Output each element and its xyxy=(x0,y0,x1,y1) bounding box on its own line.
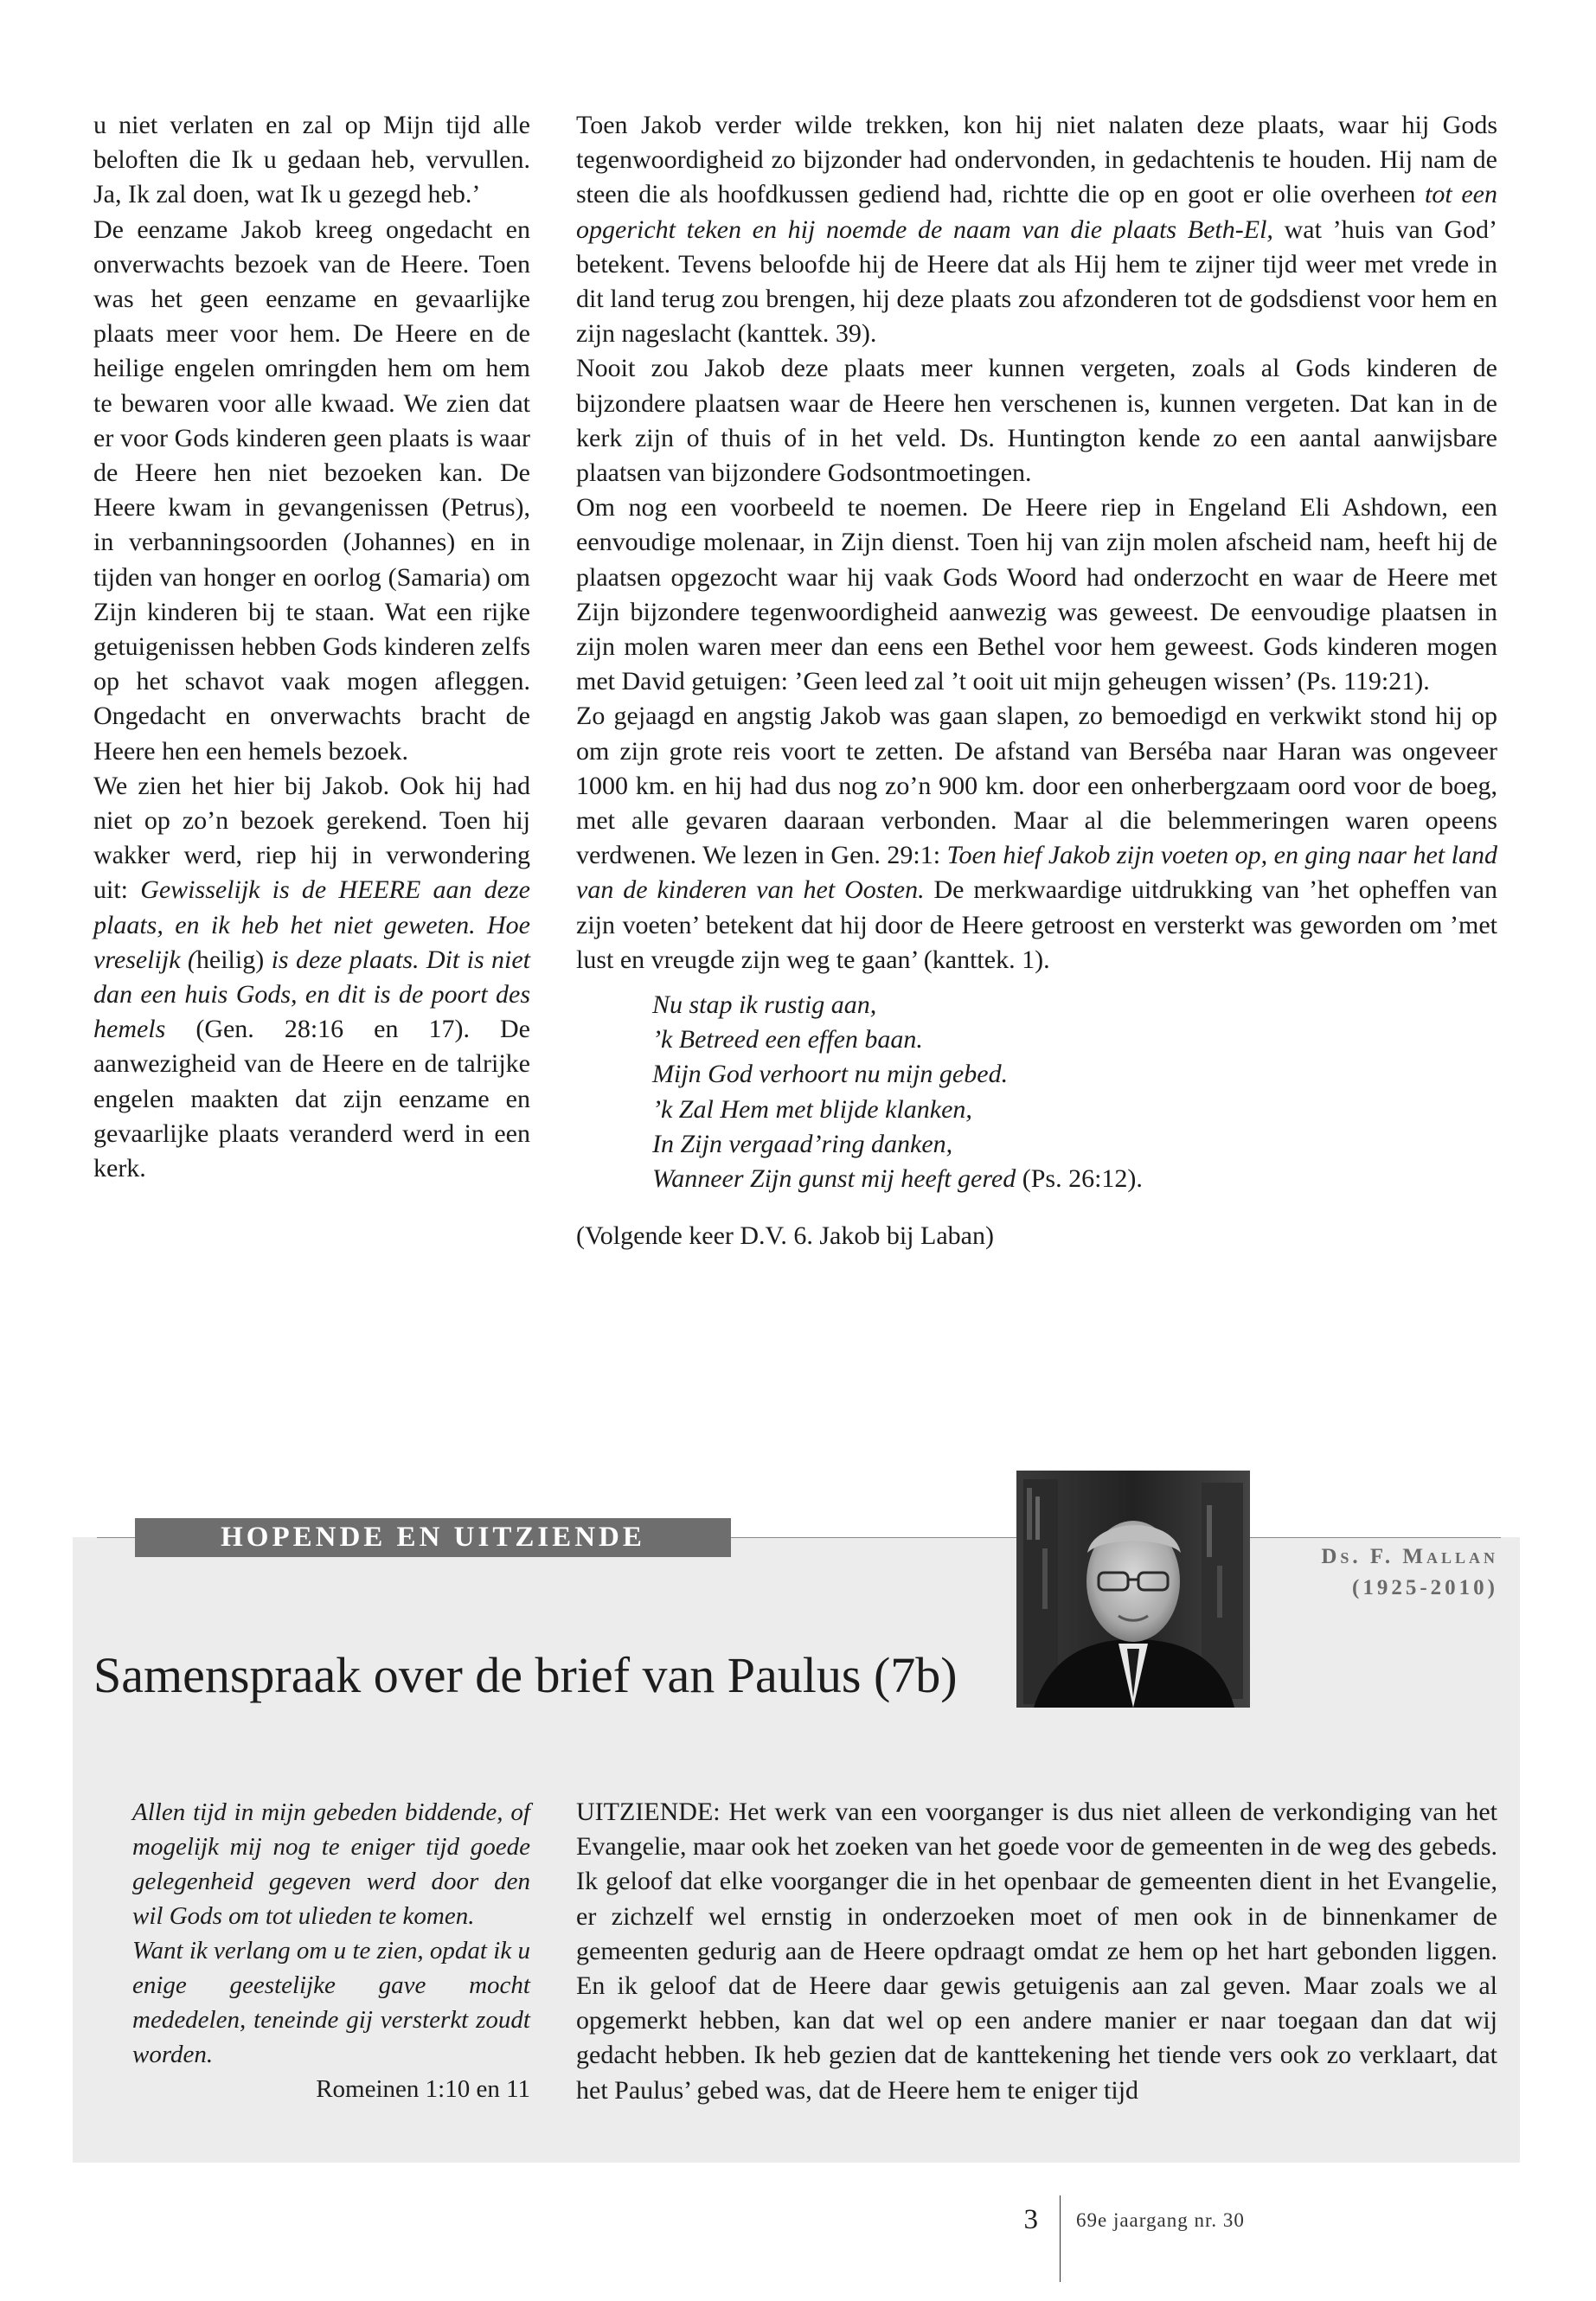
author-name xyxy=(1321,1541,1498,1604)
right-paragraph-2: Nooit zou Jakob deze plaats meer kunnen vergeten, zoals al Gods kinderen de bijzondere plaatsen waar de Heere hen verschenen is, kunnen vergeten. Dat kan in de kerk zijn of thuis of in het veld. Ds. Huntington kende zo een aantal aanwijsbare plaatsen van bijzondere Godsontmoetingen. xyxy=(576,354,1497,488)
next-time-note: (Volgende keer D.V. 6. Jakob bij Laban) xyxy=(576,1221,994,1251)
right-p1-quote: tot een opgericht teken en hij noemde de naam van die plaats Beth-El, xyxy=(576,180,1497,244)
section-rule xyxy=(97,1537,135,1538)
poem-line: Mijn God verhoort nu mijn gebed. xyxy=(652,1060,1009,1089)
left-p3-quote-2: is deze plaats. Dit is niet dan een huis Gods, en dit is de poort des hemels xyxy=(93,945,530,1044)
article-body xyxy=(576,1795,1497,2108)
poem-line: Nu stap ik rustig aan, xyxy=(652,990,877,1020)
author-portrait-image xyxy=(1016,1471,1250,1708)
right-p4-end: De merkwaardige uitdrukking van ’het opheffen van zijn voeten’ betekent dat hij door de Heere getroost en versterkt was geworden om ’met lust en vreugde zijn weg te gaan’ (kanttek. 1). xyxy=(576,875,1497,974)
author-years: (1925-2010) xyxy=(1352,1576,1498,1599)
right-paragraph-4 xyxy=(576,699,1497,977)
poem-reference: (Ps. 26:12). xyxy=(1016,1164,1143,1194)
right-p1-text: Toen Jakob verder wilde trekken, kon hij niet nalaten deze plaats, waar hij Gods tegenwoordigheid zo bijzonder had ondervonden, in gedachtenis te houden. Hij nam de steen die als hoofdkussen gediend had, richtte die op en goot er olie overheen xyxy=(576,111,1497,209)
left-p3-text: We zien het hier bij Jakob. Ook hij had niet op zo’n bezoek gerekend. Toen hij wakker werd, riep hij in verwondering uit: xyxy=(93,771,530,905)
article-paragraph: UITZIENDE: Het werk van een voorganger is dus niet alleen de verkondiging van het Evangelie, maar ook het zoeken van het goede voor de gemeenten in de weg des gebeds. Ik geloof dat elke voorganger die in het openbaar de gemeenten dient in het Evangelie, er zichzelf wel ernstig in onderzoeken moet of men ook in de binnenkamer de gemeenten gedurig aan de Heere opdraagt omdat ze hem op het hart gebonden liggen. En ik geloof dat de Heere daar gewis getuigenis aan zal geven. Maar zoals we al opgemerkt hebben, kan dat wel op een andere manier er naar toegaan dan dat wij gedacht hebben. Ik heb gezien dat de kanttekening het tiende vers ook zo verklaart, dat het Paulus’ gebed was, dat de Heere hem te eniger tijd xyxy=(576,1798,1497,2105)
poem-line: Wanneer Zijn gunst mij heeft gered xyxy=(652,1164,1016,1194)
right-paragraph-3: Om nog een voorbeeld te noemen. De Heere riep in Engeland Eli Ashdown, een eenvoudige molenaar, in Zijn dienst. Toen hij van zijn molen afscheid nam, heeft hij de plaatsen opgezocht waar hij vaak Gods Woord had onderzocht en waar de Heere met Zijn bijzondere tegenwoordigheid aanwezig was geweest. De eenvoudige plaatsen in zijn molen waren meer dan eens een Bethel voor hem geweest. Gods kinderen mogen met David getuigen: ’Geen leed zal ’t ooit uit mijn geheugen wissen’ (Ps. 119:21). xyxy=(576,493,1497,696)
poem-last-line xyxy=(652,1162,1497,1196)
right-p4-text: Zo gejaagd en angstig Jakob was gaan slapen, zo bemoedigd en verkwikt stond hij op om zijn grote reis voort te zetten. De afstand van Berséba naar Haran was ongeveer 1000 km. en hij had dus nog zo’n 900 km. door een onherbergzaam oord voor de boeg, met alle gevaren daaraan verbonden. Maar al die belemmeringen waren opeens verdwenen. We lezen in Gen. 29:1: xyxy=(576,702,1497,870)
poem xyxy=(652,988,1497,1196)
left-p3-quote-1: Gewisselijk is de HEERE aan deze plaats, en ik heb het niet geweten. Hoe vreselijk ( xyxy=(93,875,530,974)
right-paragraph-1 xyxy=(576,108,1497,351)
page-number: 3 xyxy=(1023,2204,1038,2235)
left-paragraph-2: De eenzame Jakob kreeg ongedacht en onverwachts bezoek van de Heere. Toen was het geen eenzame en gevaarlijke plaats meer voor hem. De Heere en de heilige engelen omringden hem om hem te bewaren voor alle kwaad. We zien dat er voor Gods kinderen geen plaats is waar de Heere hen niet bezoeken kan. De Heere kwam in gevangenissen (Petrus), in verbanningsoorden (Johannes) en in tijden van honger en oorlog (Samaria) om Zijn kinderen bij te staan. Wat een rijke getuigenissen hebben Gods kinderen zelfs op het schavot vaak mogen afleggen. Ongedacht en onverwachts bracht de Heere hen een hemels bezoek. xyxy=(93,215,530,766)
footer-divider xyxy=(1060,2195,1061,2282)
right-p1-end: wat ’huis van God’ betekent. Tevens beloofde hij de Heere dat als Hij hem te zijner tijd weer met vrede in dit land terug zou brengen, hij deze plaats zou afzonderen tot de godsdienst voor hem en zijn nageslacht (kanttek. 39). xyxy=(576,215,1497,349)
quote-paragraph-2: Want ik verlang om u te zien, opdat ik u enige geestelijke gave mocht mededelen, teneinde gij versterkt zoudt worden. xyxy=(132,1937,530,2068)
quote-paragraph-1: Allen tijd in mijn gebeden biddende, of mogelijk mij nog te eniger tijd goede gelegenheid gegeven werd door den wil Gods om tot ulieden te komen. xyxy=(132,1798,530,1930)
left-p3-end: (Gen. 28:16 en 17). De aanwezigheid van de Heere en de talrijke engelen maakten dat zijn eenzame en gevaarlijke plaats veranderd werd in een kerk. xyxy=(93,1015,530,1183)
left-paragraph-1: u niet verlaten en zal op Mijn tijd alle beloften die Ik u gedaan heb, vervullen. Ja, Ik zal doen, wat Ik u gezegd heb.’ xyxy=(93,111,530,209)
quote-reference: Romeinen 1:10 en 11 xyxy=(316,2075,530,2103)
poem-line: In Zijn vergaad’ring danken, xyxy=(652,1129,953,1158)
poem-line: ’k Zal Hem met blijde klanken, xyxy=(652,1094,972,1124)
left-column xyxy=(93,108,530,1186)
poem-line: ’k Betreed een effen baan. xyxy=(652,1025,923,1054)
section-label: HOPENDE EN UITZIENDE xyxy=(135,1518,731,1557)
author-name-line: Ds. F. Mallan xyxy=(1321,1545,1498,1568)
right-column xyxy=(576,108,1497,1254)
author-photo xyxy=(1016,1471,1250,1708)
left-p3-mid: heilig) xyxy=(195,945,265,974)
left-paragraph-3 xyxy=(93,769,530,1186)
right-p4-quote: Toen hief Jakob zijn voeten op, en ging naar het land van de kinderen van het Oosten. xyxy=(576,841,1497,905)
issue-info: 69e jaargang nr. 30 xyxy=(1076,2209,1245,2231)
article-title: Samenspraak over de brief van Paulus (7b) xyxy=(93,1647,958,1703)
scripture-quote xyxy=(132,1795,530,2106)
